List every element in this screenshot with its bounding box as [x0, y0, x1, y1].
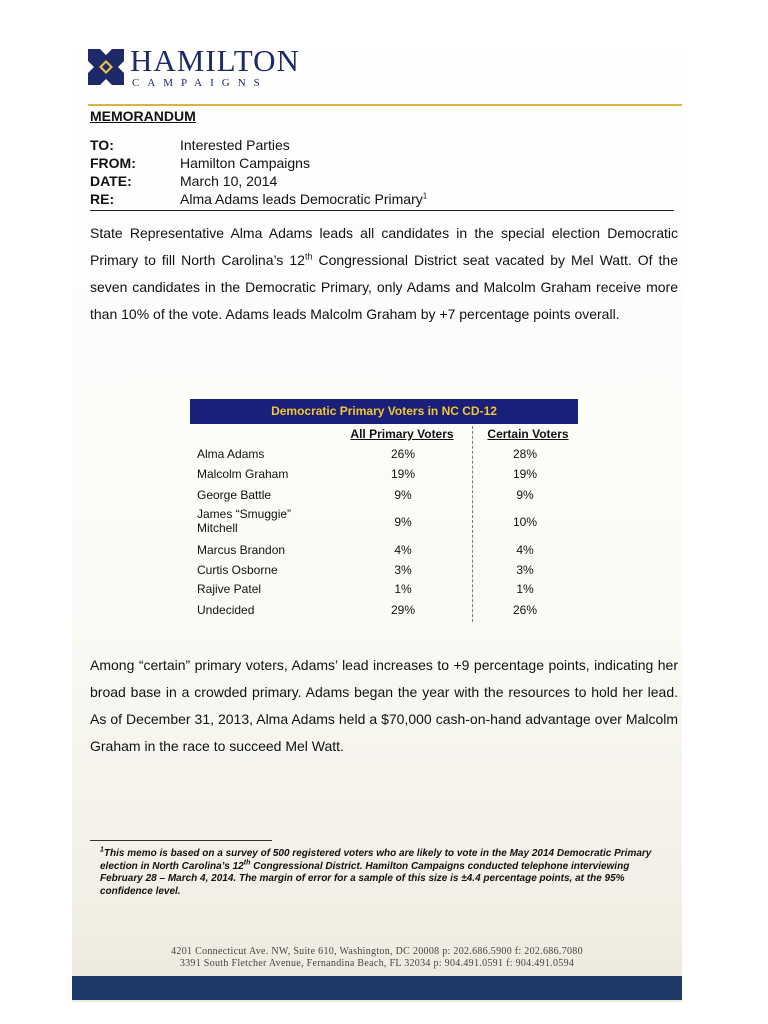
all-voters-value: 1% — [394, 582, 412, 596]
all-voters-value: 29% — [390, 603, 416, 617]
footer-band — [72, 976, 682, 1000]
footnote-rule — [90, 840, 272, 841]
intro-text-1: State Representative Alma Adams leads all candidates in the special election Democratic Primary to fill North Carolina’s 12 — [90, 225, 678, 268]
memo-title: MEMORANDUM — [90, 108, 196, 124]
all-voters-value: 26% — [390, 447, 416, 461]
candidate-name: George Battle — [197, 488, 272, 502]
footnote — [100, 848, 665, 898]
re-text: Alma Adams leads Democratic Primary — [180, 191, 423, 207]
all-voters-value: 19% — [390, 467, 416, 481]
certain-voters-value: 4% — [516, 543, 534, 557]
address-line-2: 3391 South Fletcher Avenue, Fernandina Beach, FL 32034 p: 904.491.0591 f: 904.491.0594 — [179, 958, 575, 969]
footnote-sup: th — [243, 859, 251, 867]
re-label: RE: — [90, 191, 115, 207]
header-rule — [88, 104, 682, 106]
logo-cross-icon — [88, 49, 124, 85]
candidate-name: Curtis Osborne — [197, 563, 278, 577]
certain-voters-value: 3% — [516, 563, 534, 577]
all-voters-value: 9% — [394, 515, 412, 529]
date-label: DATE: — [90, 173, 132, 189]
logo-name: HAMILTON — [130, 43, 300, 78]
date-value: March 10, 2014 — [180, 173, 278, 189]
candidate-name: Malcolm Graham — [197, 467, 289, 481]
memo-header-rule — [90, 210, 674, 211]
all-voters-value: 9% — [394, 488, 412, 502]
re-value — [180, 191, 427, 208]
column-divider — [472, 426, 473, 622]
from-label: FROM: — [90, 155, 136, 171]
col-header-all: All Primary Voters — [350, 427, 454, 441]
footnote-text-2: Congressional District. Hamilton Campaigns conducted telephone interviewing February 28 – March 4, 2014. The margin of error for a sample of this size is ±4.4 percentage points, at the 95% confidence level. — [100, 860, 630, 897]
certain-voters-value: 1% — [516, 582, 534, 596]
candidate-name: Undecided — [197, 603, 255, 617]
all-voters-value: 4% — [394, 543, 412, 557]
certain-voters-value: 9% — [516, 488, 534, 502]
logo-tagline: CAMPAIGNS — [132, 77, 268, 89]
certain-voters-value: 28% — [512, 447, 538, 461]
footnote-mark: 1 — [100, 846, 104, 854]
re-footnote-mark: 1 — [422, 191, 428, 201]
lead-paragraph: Among “certain” primary voters, Adams’ lead increases to +9 percentage points, indicating her broad base in a crowded primary. Adams began the year with the resources to hold her lead. As of December 31, 2013, Alma Adams held a $70,000 cash-on-hand advantage over Malcolm Graham in the race to succeed Mel Watt. — [90, 657, 678, 754]
certain-voters-value: 10% — [512, 515, 538, 529]
certain-voters-value: 19% — [512, 467, 538, 481]
intro-sup: th — [304, 251, 313, 262]
candidate-name: Alma Adams — [197, 447, 265, 461]
candidate-name: James “Smuggie” Mitchell — [197, 507, 292, 535]
hamilton-campaigns-logo — [88, 43, 328, 93]
to-value: Interested Parties — [180, 137, 290, 153]
table-title: Democratic Primary Voters in NC CD-12 — [190, 399, 578, 424]
intro-text-2: Congressional District seat vacated by Mel Watt. Of the seven candidates in the Democratic Primary, only Adams and Malcolm Graham receive more than 10% of the vote. Adams leads Malcolm Graham by +7 percentage points overall. — [90, 252, 678, 322]
certain-voters-value: 26% — [512, 603, 538, 617]
to-label: TO: — [90, 137, 114, 153]
all-voters-value: 3% — [394, 563, 412, 577]
from-value: Hamilton Campaigns — [180, 155, 310, 171]
candidate-name: Marcus Brandon — [197, 543, 286, 557]
candidate-name: Rajive Patel — [197, 582, 262, 596]
address-line-1: 4201 Connecticut Ave. NW, Suite 610, Washington, DC 20008 p: 202.686.5900 f: 202.686.7080 — [171, 946, 583, 957]
footnote-text-1: This memo is based on a survey of 500 registered voters who are likely to vote in the May 2014 Democratic Primary election in North Carolina’s 12 — [100, 848, 652, 872]
intro-paragraph — [90, 220, 678, 328]
col-header-certain: Certain Voters — [487, 427, 569, 441]
